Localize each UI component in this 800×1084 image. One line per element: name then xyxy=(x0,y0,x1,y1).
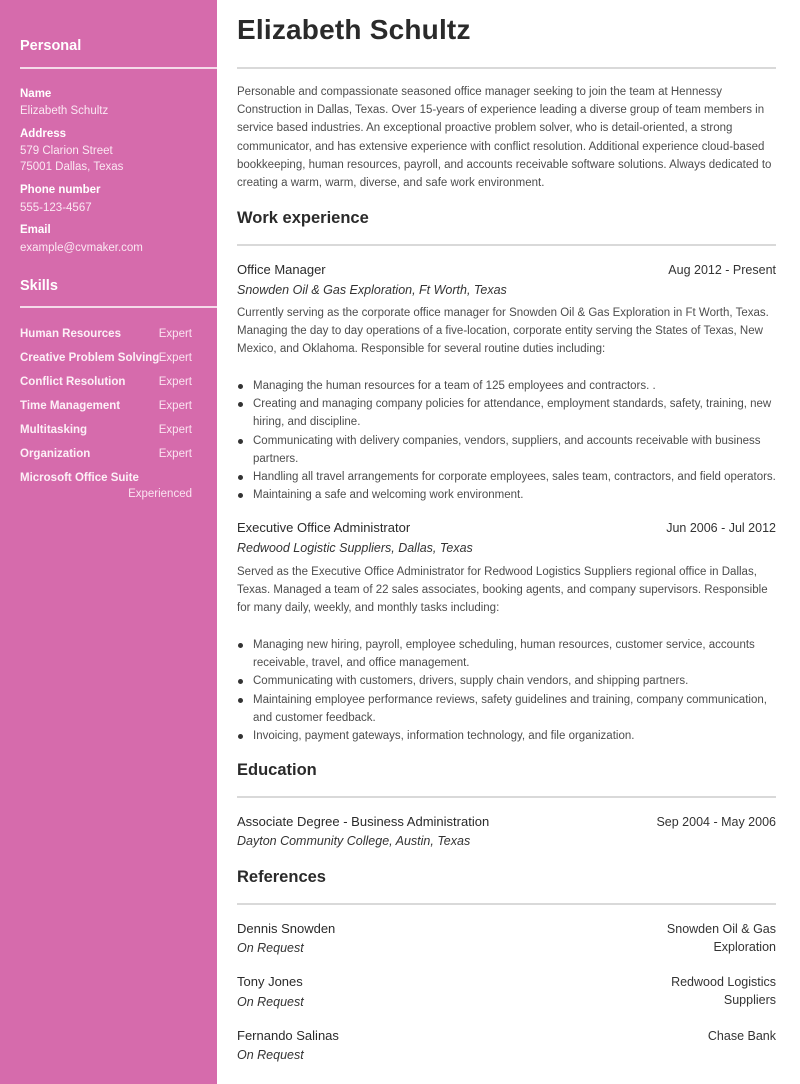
name-label: Name xyxy=(20,88,52,100)
bullet-icon xyxy=(238,439,243,444)
list-item: Communicating with delivery companies, vendors, suppliers, and accounts receivable with business partners. xyxy=(237,432,776,468)
email-label: Email xyxy=(20,224,51,236)
skill-name: Microsoft Office Suite xyxy=(20,472,139,484)
skill-name: Conflict Resolution xyxy=(20,376,126,388)
work-experience-heading: Work experience xyxy=(237,209,369,227)
bullet-icon xyxy=(238,402,243,407)
address-label: Address xyxy=(20,128,67,140)
degree-title: Associate Degree - Business Administration xyxy=(237,814,490,829)
job-dates: Jun 2006 - Jul 2012 xyxy=(666,521,776,535)
address-line-2: 75001 Dallas, Texas xyxy=(20,161,124,173)
references-divider xyxy=(237,903,776,905)
skills-divider xyxy=(20,306,217,308)
references-heading: References xyxy=(237,868,326,886)
skill-level: Experienced xyxy=(128,488,192,500)
skill-name: Multitasking xyxy=(20,424,88,436)
list-item: Managing the human resources for a team of 125 employees and contractors. . xyxy=(237,377,776,395)
job-description: Served as the Executive Office Administrator for Redwood Logistics Suppliers regional office in Dallas, Texas. Managed a team of 22 sales associates, booking agents, and company supervisors. Responsible for many daily, weekly, and monthly tasks including: xyxy=(237,566,768,615)
bullet-icon xyxy=(238,384,243,389)
reference-organization: Chase Bank xyxy=(707,1029,776,1043)
skill-name: Human Resources xyxy=(20,328,121,340)
list-item: Maintaining a safe and welcoming work environment. xyxy=(237,486,776,504)
title-divider xyxy=(237,67,776,69)
skill-level: Expert xyxy=(158,400,192,412)
skill-level: Expert xyxy=(158,352,192,364)
reference-name: Dennis Snowden xyxy=(237,921,336,936)
reference-availability: On Request xyxy=(237,995,304,1009)
bullet-icon xyxy=(238,475,243,480)
reference-organization: Snowden Oil & Gas Exploration xyxy=(666,922,776,954)
list-item: Maintaining employee performance reviews, safety guidelines and training, company communication, and customer feedback. xyxy=(237,691,776,727)
bullet-icon xyxy=(238,734,243,739)
bullet-icon xyxy=(238,679,243,684)
skill-name: Creative Problem Solving xyxy=(20,352,160,364)
skill-level: Expert xyxy=(158,448,192,460)
list-item: Creating and managing company policies for attendance, employment standards, safety, training, new hiring, and discipline. xyxy=(237,395,776,431)
reference-availability: On Request xyxy=(237,1048,304,1062)
skill-name: Time Management xyxy=(20,400,121,412)
phone-label: Phone number xyxy=(20,184,101,196)
job-title: Office Manager xyxy=(237,262,326,277)
skill-level: Expert xyxy=(158,424,192,436)
skills-heading: Skills xyxy=(20,278,58,294)
page-title: Elizabeth Schultz xyxy=(237,14,471,45)
job-company: Snowden Oil & Gas Exploration, Ft Worth, Texas xyxy=(237,283,507,297)
skill-level: Expert xyxy=(158,328,192,340)
email-value: example@cvmaker.com xyxy=(20,242,143,254)
reference-availability: On Request xyxy=(237,941,304,955)
job-dates: Aug 2012 - Present xyxy=(668,263,776,277)
list-item: Managing new hiring, payroll, employee scheduling, human resources, customer service, accounts receivable, travel, and office management. xyxy=(237,636,776,672)
reference-organization: Redwood Logistics Suppliers xyxy=(671,975,776,1007)
list-item: Invoicing, payment gateways, information technology, and file organization. xyxy=(237,727,776,745)
skill-name: Organization xyxy=(20,448,91,460)
work-divider xyxy=(237,244,776,246)
address-line-1: 579 Clarion Street xyxy=(20,145,113,157)
bullet-icon xyxy=(238,493,243,498)
profile-summary: Personable and compassionate seasoned office manager seeking to join the team at Hennessy Construction in Dallas, Texas. Over 15-years of experience leading a diverse group of team members in service based industries. An exceptional proactive problem solver, who is detail-oriented, a strong communicator, and has extensive experience with conflict resolution. Additional experience cloud-based bookkeeping, human resources, payroll, and accounts receivable software solutions. Always dedicated to creating a warm, warm, diverse, and safe work environment. xyxy=(237,86,772,190)
list-item: Communicating with customers, drivers, supply chain vendors, and shipping partners. xyxy=(237,672,776,690)
job-title: Executive Office Administrator xyxy=(237,520,411,535)
list-item: Handling all travel arrangements for corporate employees, sales team, contractors, and field operators. xyxy=(237,468,776,486)
job-description: Currently serving as the corporate office manager for Snowden Oil & Gas Exploration in Ft Worth, Texas. Managing the day to day operations of a five-location, corporate entity serving the States of Texas, New Mexico, and Oklahoma. Responsible for several routine duties including: xyxy=(237,307,769,356)
reference-name: Fernando Salinas xyxy=(237,1028,339,1043)
education-divider xyxy=(237,796,776,798)
sidebar xyxy=(0,0,217,1084)
personal-divider xyxy=(20,67,217,69)
reference-name: Tony Jones xyxy=(237,974,303,989)
bullet-icon xyxy=(238,698,243,703)
school-name: Dayton Community College, Austin, Texas xyxy=(237,834,471,848)
name-value: Elizabeth Schultz xyxy=(20,105,109,117)
phone-value: 555-123-4567 xyxy=(20,202,92,214)
bullet-icon xyxy=(238,643,243,648)
education-heading: Education xyxy=(237,761,317,779)
job-duties-list xyxy=(237,636,776,745)
job-duties-list xyxy=(237,377,776,504)
skill-level: Expert xyxy=(158,376,192,388)
personal-heading: Personal xyxy=(20,38,82,54)
job-company: Redwood Logistic Suppliers, Dallas, Texas xyxy=(237,541,473,555)
education-dates: Sep 2004 - May 2006 xyxy=(656,815,776,829)
